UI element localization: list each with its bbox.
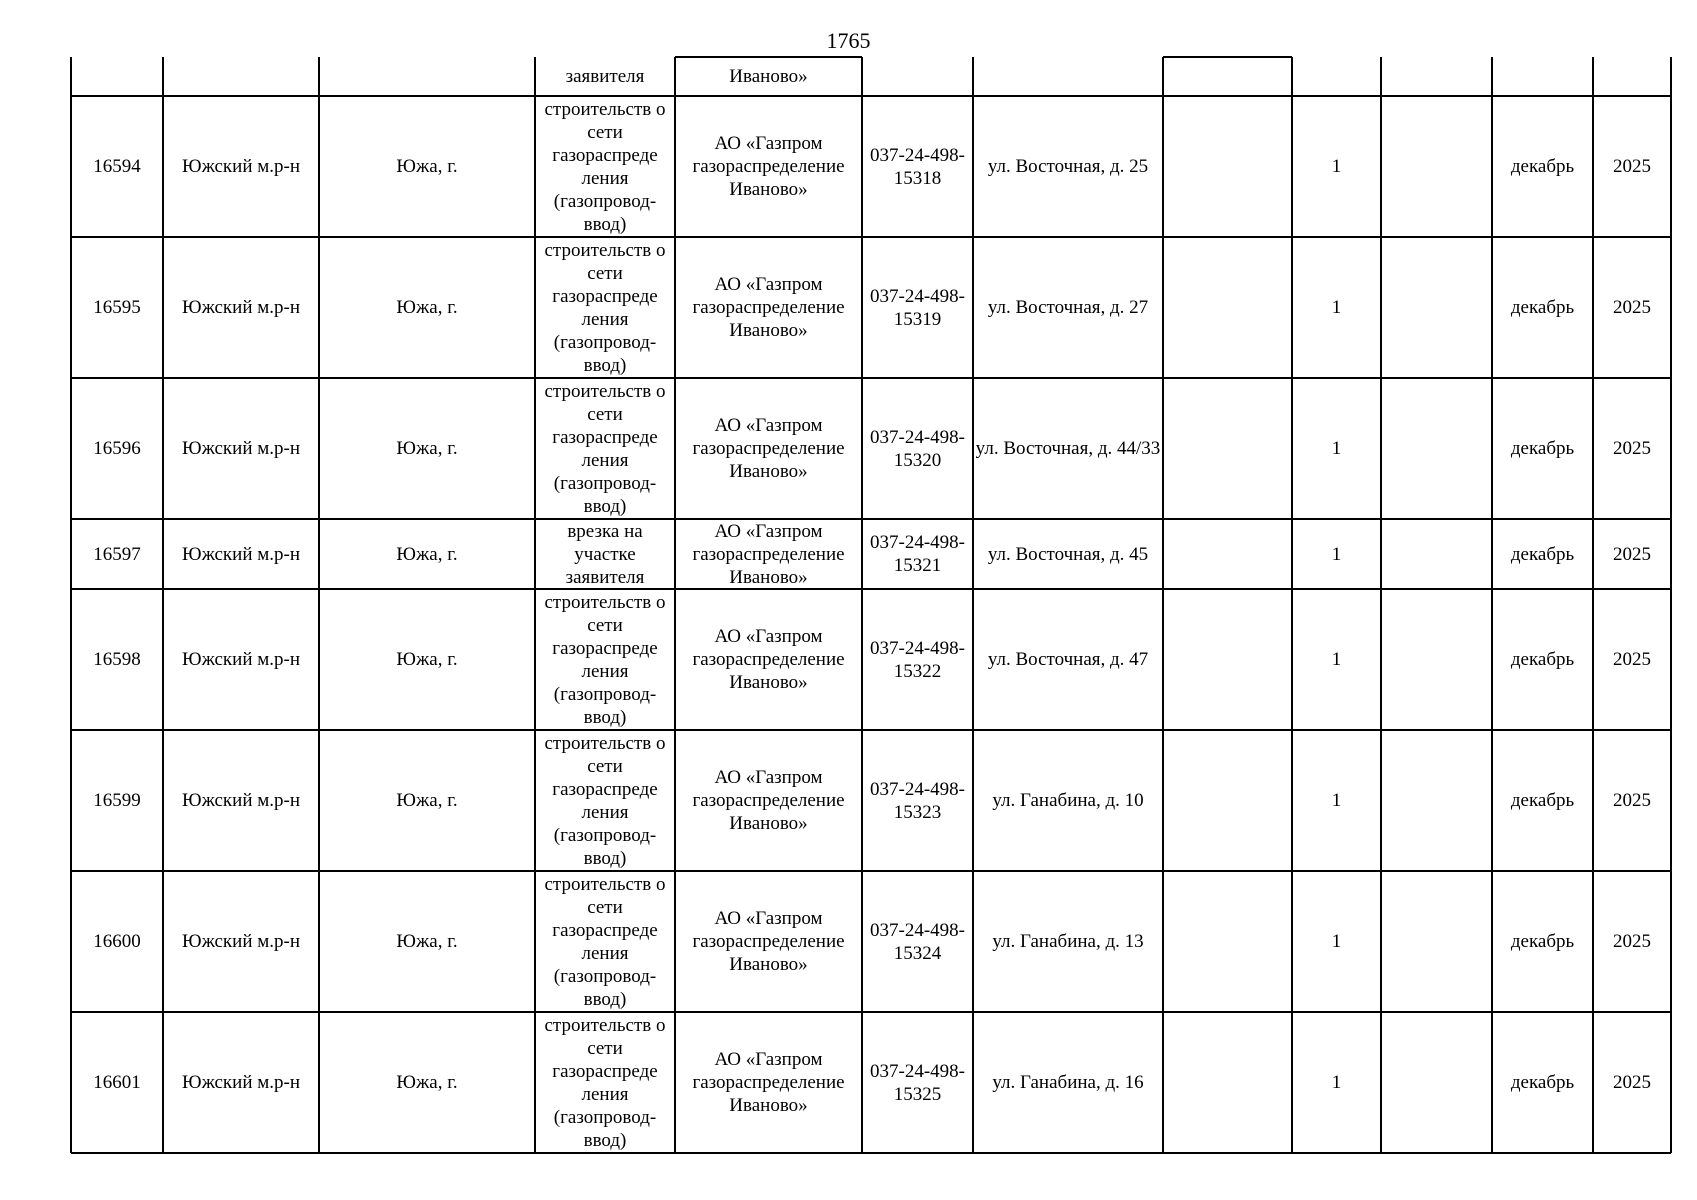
address-cell: ул. Ганабина, д. 16 [992, 1072, 1144, 1093]
district-cell: Южский м.р-н [181, 543, 301, 565]
quantity-cell: 1 [1331, 649, 1342, 670]
city-cell: Южа, г. [396, 931, 458, 952]
row-number: 16594 [93, 156, 141, 177]
organization-cell: АО «Газпром газораспределение Иваново» [692, 1049, 845, 1116]
row-line [1163, 56, 1292, 58]
row-number: 16596 [93, 438, 141, 459]
address-cell: ул. Восточная, д. 45 [987, 543, 1149, 565]
month-cell: декабрь [1510, 649, 1575, 670]
district-cell: Южский м.р-н [181, 790, 301, 811]
organization-cell: АО «Газпром газораспределение Иваново» [692, 908, 845, 975]
code-cell: 037-24-498-15321 [870, 532, 965, 576]
organization-cell: Иваново» [729, 66, 808, 87]
month-cell: декабрь [1510, 790, 1575, 811]
code-cell: 037-24-498-15324 [870, 919, 965, 964]
work-type-cell: строительств о сети газораспреде ления (газопровод-ввод) [544, 239, 666, 376]
quantity-cell: 1 [1331, 438, 1342, 459]
district-cell: Южский м.р-н [181, 156, 301, 177]
district-cell: Южский м.р-н [181, 297, 301, 318]
row-number: 16601 [93, 1072, 141, 1093]
row-number: 16600 [93, 931, 141, 952]
city-cell: Южа, г. [396, 790, 458, 811]
month-cell: декабрь [1510, 438, 1575, 459]
city-cell: Южа, г. [396, 1072, 458, 1093]
empty-cell [1381, 378, 1492, 519]
work-type-cell: строительств о сети газораспреде ления (газопровод-ввод) [544, 732, 666, 869]
city-cell: Южа, г. [396, 438, 458, 459]
empty-cell [1381, 96, 1492, 237]
empty-cell [1381, 1012, 1492, 1153]
quantity-cell: 1 [1331, 790, 1342, 811]
work-type-cell: строительств о сети газораспреде ления (газопровод-ввод) [544, 380, 666, 517]
row-number: 16595 [93, 297, 141, 318]
organization-cell: АО «Газпром газораспределение Иваново» [692, 415, 845, 482]
year-cell: 2025 [1613, 543, 1651, 565]
year-cell: 2025 [1613, 931, 1651, 952]
city-cell: Южа, г. [396, 297, 458, 318]
code-cell: 037-24-498-15320 [870, 426, 965, 471]
work-type-cell: строительств о сети газораспреде ления (газопровод-ввод) [544, 873, 666, 1010]
empty-cell [1163, 871, 1292, 1012]
empty-cell [1163, 378, 1292, 519]
organization-cell: АО «Газпром газораспределение Иваново» [692, 767, 845, 834]
city-cell: Южа, г. [396, 156, 458, 177]
empty-cell [1381, 730, 1492, 871]
organization-cell: АО «Газпром газораспределение Иваново» [692, 274, 845, 341]
quantity-cell: 1 [1331, 297, 1342, 318]
empty-cell [1381, 237, 1492, 378]
district-cell: Южский м.р-н [181, 649, 301, 670]
work-type-cell: врезка на участке заявителя [565, 520, 645, 588]
page-number: 1765 [826, 28, 871, 53]
year-cell: 2025 [1613, 790, 1651, 811]
empty-cell [1163, 519, 1292, 589]
address-cell: ул. Восточная, д. 44/33 [975, 438, 1161, 459]
month-cell: декабрь [1510, 543, 1575, 565]
organization-cell: АО «Газпром газораспределение Иваново» [692, 520, 845, 588]
row-number: 16598 [93, 649, 141, 670]
quantity-cell: 1 [1331, 1072, 1342, 1093]
month-cell: декабрь [1510, 297, 1575, 318]
code-cell: 037-24-498-15323 [870, 778, 965, 823]
address-cell: ул. Ганабина, д. 13 [992, 931, 1144, 952]
quantity-cell: 1 [1331, 543, 1342, 565]
code-cell: 037-24-498-15319 [870, 285, 965, 330]
row-number: 16599 [93, 790, 141, 811]
empty-cell [1163, 237, 1292, 378]
quantity-cell: 1 [1331, 931, 1342, 952]
district-cell: Южский м.р-н [181, 931, 301, 952]
code-cell: 037-24-498-15322 [870, 637, 965, 682]
organization-cell: АО «Газпром газораспределение Иваново» [692, 626, 845, 693]
work-type-cell: заявителя [565, 66, 645, 87]
empty-cell [1381, 589, 1492, 730]
city-cell: Южа, г. [396, 543, 458, 565]
month-cell: декабрь [1510, 931, 1575, 952]
year-cell: 2025 [1613, 649, 1651, 670]
work-type-cell: строительств о сети газораспреде ления (газопровод-ввод) [544, 591, 666, 728]
row-number: 16597 [93, 543, 141, 565]
address-cell: ул. Ганабина, д. 10 [992, 790, 1144, 811]
district-cell: Южский м.р-н [181, 1072, 301, 1093]
address-cell: ул. Восточная, д. 47 [987, 649, 1149, 670]
work-type-cell: строительств о сети газораспреде ления (газопровод-ввод) [544, 1014, 666, 1151]
year-cell: 2025 [1613, 156, 1651, 177]
district-cell: Южский м.р-н [181, 438, 301, 459]
year-cell: 2025 [1613, 297, 1651, 318]
city-cell: Южа, г. [396, 649, 458, 670]
empty-cell [1381, 519, 1492, 589]
empty-cell [1163, 1012, 1292, 1153]
empty-cell [1381, 871, 1492, 1012]
empty-cell [1163, 589, 1292, 730]
address-cell: ул. Восточная, д. 25 [987, 156, 1149, 177]
work-type-cell: строительств о сети газораспреде ления (газопровод-ввод) [544, 98, 666, 235]
code-cell: 037-24-498-15325 [870, 1060, 965, 1105]
empty-cell [1163, 96, 1292, 237]
year-cell: 2025 [1613, 438, 1651, 459]
code-cell: 037-24-498-15318 [870, 144, 965, 189]
quantity-cell: 1 [1331, 156, 1342, 177]
empty-cell [1163, 730, 1292, 871]
month-cell: декабрь [1510, 1072, 1575, 1093]
organization-cell: АО «Газпром газораспределение Иваново» [692, 133, 845, 200]
year-cell: 2025 [1613, 1072, 1651, 1093]
address-cell: ул. Восточная, д. 27 [987, 297, 1149, 318]
month-cell: декабрь [1510, 156, 1575, 177]
